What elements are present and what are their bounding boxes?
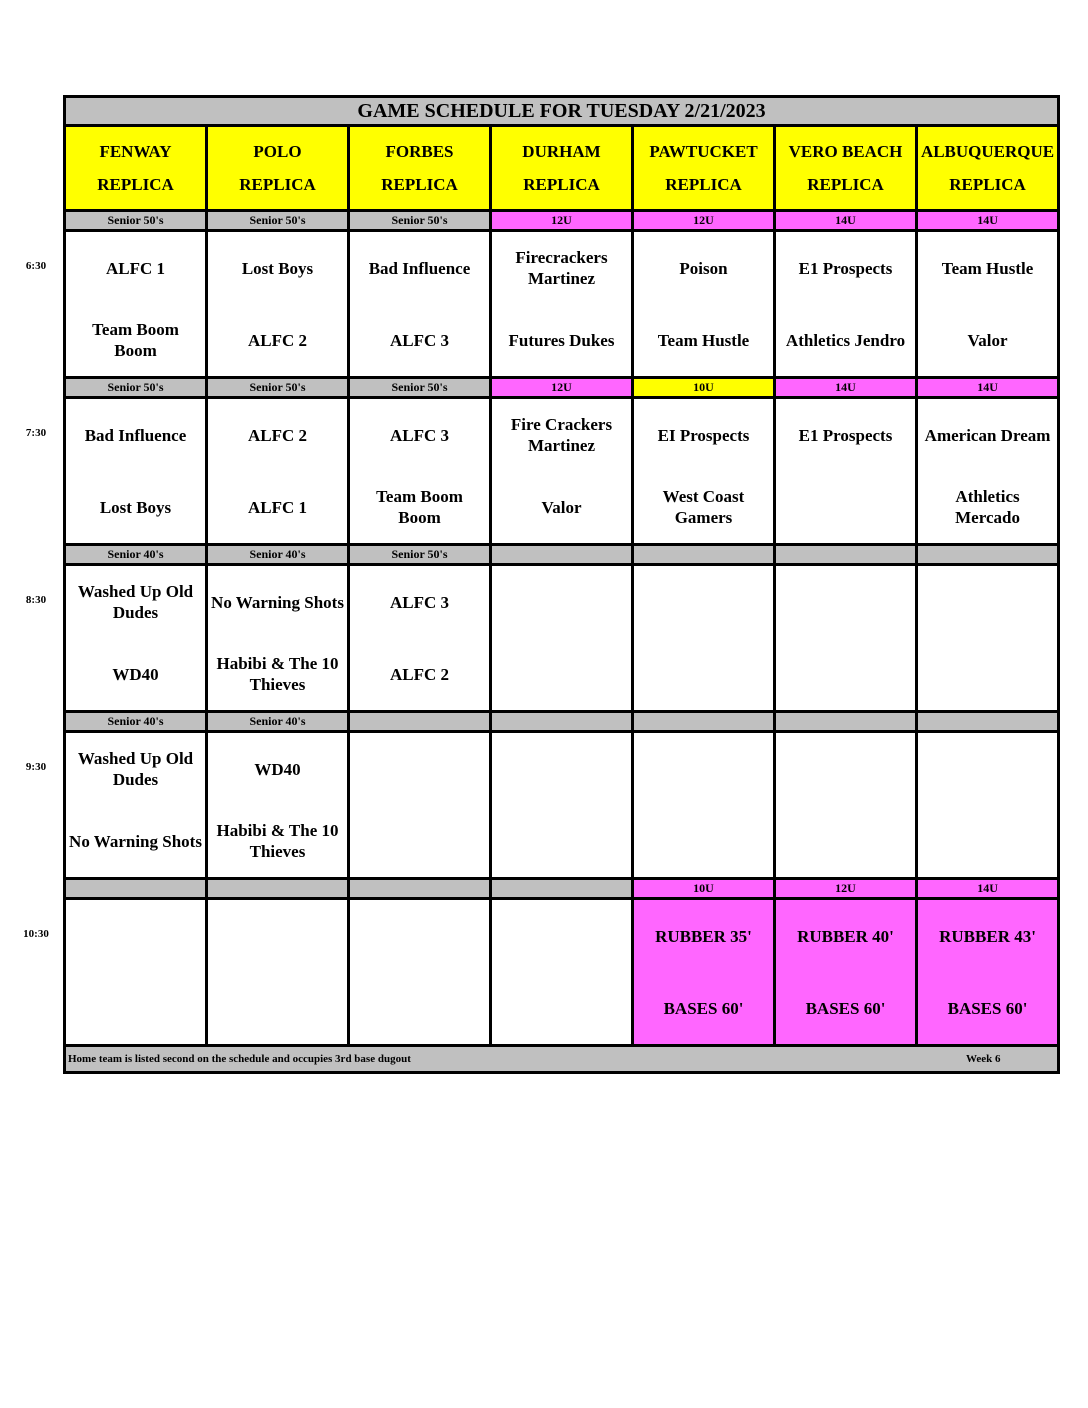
away-team <box>634 566 773 638</box>
week-label: Week 6 <box>966 1053 1001 1065</box>
away-team <box>776 566 915 638</box>
division-label: Senior 50's <box>207 211 349 231</box>
away-team: Poison <box>679 258 728 278</box>
away-team <box>634 733 773 805</box>
home-team: Lost Boys <box>99 497 172 517</box>
away-team: Bad Influence <box>84 425 187 445</box>
division-label <box>633 712 775 732</box>
division-label <box>775 545 917 565</box>
division-label: Senior 40's <box>65 545 207 565</box>
division-label: 12U <box>633 211 775 231</box>
home-team <box>350 972 489 1044</box>
home-team: Team Boom Boom <box>376 487 463 527</box>
division-label <box>917 545 1059 565</box>
venue-name: FENWAY <box>99 142 172 161</box>
away-team: ALFC 1 <box>105 258 166 278</box>
division-row <box>65 211 1059 231</box>
division-label: 12U <box>491 211 633 231</box>
footer-cell <box>65 1046 1059 1073</box>
home-team: Valor <box>541 497 582 517</box>
time-label: 6:30 <box>25 260 47 273</box>
division-label: 14U <box>917 879 1059 899</box>
venue-type: REPLICA <box>381 175 458 194</box>
away-team: ALFC 3 <box>389 425 450 445</box>
title-row <box>65 97 1059 126</box>
game-cell <box>775 398 917 545</box>
home-team: Futures Dukes <box>508 330 615 350</box>
away-team: RUBBER 35' <box>655 926 752 946</box>
division-label: Senior 50's <box>349 545 491 565</box>
time-label: 8:30 <box>25 594 47 607</box>
home-team <box>776 638 915 710</box>
home-team: BASES 60' <box>805 998 886 1018</box>
venue-type: REPLICA <box>949 175 1026 194</box>
home-team <box>350 805 489 877</box>
time-label: 7:30 <box>25 427 47 440</box>
home-team <box>918 805 1057 877</box>
game-cell <box>349 565 491 712</box>
division-label: Senior 50's <box>65 378 207 398</box>
venue-type: REPLICA <box>239 175 316 194</box>
division-label: Senior 40's <box>207 712 349 732</box>
venue-vero-beach <box>775 126 917 211</box>
home-team: Habibi & The 10 Thieves <box>216 821 339 861</box>
away-team <box>66 900 205 972</box>
away-team <box>492 566 631 638</box>
game-cell <box>65 398 207 545</box>
division-row <box>65 545 1059 565</box>
away-team <box>208 900 347 972</box>
game-row <box>65 565 1059 712</box>
division-row <box>65 879 1059 899</box>
home-team: No Warning Shots <box>69 831 202 851</box>
home-team: Habibi & The 10 Thieves <box>216 654 339 694</box>
venue-forbes <box>349 126 491 211</box>
game-cell <box>775 565 917 712</box>
away-team <box>776 733 915 805</box>
venue-polo <box>207 126 349 211</box>
game-cell <box>349 732 491 879</box>
game-cell <box>65 732 207 879</box>
away-team: Bad Influence <box>368 258 471 278</box>
away-team: ALFC 3 <box>389 592 450 612</box>
game-cell <box>65 565 207 712</box>
home-team <box>634 805 773 877</box>
game-row <box>65 732 1059 879</box>
home-team <box>776 805 915 877</box>
division-label: Senior 50's <box>349 378 491 398</box>
venue-name: VERO BEACH <box>788 142 903 161</box>
division-label <box>349 879 491 899</box>
venue-pawtucket <box>633 126 775 211</box>
away-team: Washed Up Old Dudes <box>77 749 194 789</box>
away-team: EI Prospects <box>657 425 750 445</box>
game-row <box>65 899 1059 1046</box>
away-team <box>918 733 1057 805</box>
division-label <box>491 879 633 899</box>
game-cell <box>775 231 917 378</box>
game-cell <box>491 565 633 712</box>
time-label: 10:30 <box>23 928 49 941</box>
division-label <box>775 712 917 732</box>
game-cell <box>775 899 917 1046</box>
game-cell <box>917 398 1059 545</box>
away-team: American Dream <box>924 425 1051 445</box>
away-team <box>492 733 631 805</box>
home-team: Team Boom Boom <box>92 320 179 360</box>
away-team <box>350 900 489 972</box>
game-cell <box>207 231 349 378</box>
away-team: RUBBER 40' <box>797 926 894 946</box>
game-row <box>65 398 1059 545</box>
division-label <box>633 545 775 565</box>
venue-name: POLO <box>253 142 302 161</box>
away-team: Team Hustle <box>941 258 1034 278</box>
home-team <box>66 972 205 1044</box>
division-label <box>917 712 1059 732</box>
venue-name: DURHAM <box>522 142 601 161</box>
home-team <box>492 805 631 877</box>
away-team: Fire Crackers Martinez <box>510 415 613 455</box>
game-cell <box>349 899 491 1046</box>
venue-type: REPLICA <box>523 175 600 194</box>
game-cell <box>633 231 775 378</box>
venue-albuquerque <box>917 126 1059 211</box>
home-team: Valor <box>967 330 1008 350</box>
venue-type: REPLICA <box>665 175 742 194</box>
division-label: Senior 50's <box>207 378 349 398</box>
division-label: Senior 40's <box>65 712 207 732</box>
venue-name: FORBES <box>385 142 454 161</box>
game-cell <box>65 899 207 1046</box>
home-team: West Coast Gamers <box>662 487 745 527</box>
game-row <box>65 231 1059 378</box>
division-row <box>65 712 1059 732</box>
division-label <box>65 879 207 899</box>
venue-durham <box>491 126 633 211</box>
away-team: E1 Prospects <box>798 425 893 445</box>
home-team <box>918 638 1057 710</box>
game-cell <box>917 732 1059 879</box>
away-team: ALFC 2 <box>247 425 308 445</box>
division-label: Senior 40's <box>207 545 349 565</box>
division-label <box>207 879 349 899</box>
game-cell <box>207 899 349 1046</box>
home-team: ALFC 3 <box>389 330 450 350</box>
home-team: Athletics Jendro <box>785 330 906 350</box>
division-label: 12U <box>491 378 633 398</box>
schedule-title: GAME SCHEDULE FOR TUESDAY 2/21/2023 <box>65 97 1059 126</box>
home-team <box>776 471 915 543</box>
division-label: Senior 50's <box>349 211 491 231</box>
home-team: BASES 60' <box>663 998 744 1018</box>
game-cell <box>633 732 775 879</box>
home-team: ALFC 2 <box>247 330 308 350</box>
division-row <box>65 378 1059 398</box>
game-cell <box>491 732 633 879</box>
division-label: 14U <box>775 211 917 231</box>
division-label: 10U <box>633 378 775 398</box>
home-team-note: Home team is listed second on the schedule and occupies 3rd base dugout <box>68 1053 411 1065</box>
division-label <box>349 712 491 732</box>
away-team: E1 Prospects <box>798 258 893 278</box>
home-team <box>492 972 631 1044</box>
game-cell <box>917 565 1059 712</box>
division-label <box>491 545 633 565</box>
home-team: ALFC 2 <box>389 664 450 684</box>
away-team: No Warning Shots <box>211 592 344 612</box>
venue-name: ALBUQUERQUE <box>920 142 1055 161</box>
time-label: 9:30 <box>25 761 47 774</box>
game-cell <box>633 398 775 545</box>
home-team: Team Hustle <box>657 330 750 350</box>
away-team: Washed Up Old Dudes <box>77 582 194 622</box>
away-team <box>918 566 1057 638</box>
division-label: 10U <box>633 879 775 899</box>
away-team <box>492 900 631 972</box>
game-cell <box>775 732 917 879</box>
division-label: 14U <box>775 378 917 398</box>
home-team: BASES 60' <box>947 998 1028 1018</box>
division-label: Senior 50's <box>65 211 207 231</box>
away-team <box>350 733 489 805</box>
game-cell <box>349 231 491 378</box>
venue-row <box>65 126 1059 211</box>
footer-row <box>65 1046 1059 1073</box>
game-cell <box>207 398 349 545</box>
game-cell <box>491 899 633 1046</box>
game-cell <box>633 565 775 712</box>
division-label <box>491 712 633 732</box>
venue-type: REPLICA <box>97 175 174 194</box>
division-label: 14U <box>917 378 1059 398</box>
game-cell <box>917 899 1059 1046</box>
division-label: 14U <box>917 211 1059 231</box>
away-team: Firecrackers Martinez <box>515 248 608 288</box>
home-team: WD40 <box>112 664 159 684</box>
away-team: Lost Boys <box>241 258 314 278</box>
schedule-table <box>63 95 1060 1074</box>
venue-type: REPLICA <box>807 175 884 194</box>
game-cell <box>349 398 491 545</box>
home-team <box>208 972 347 1044</box>
away-team: RUBBER 43' <box>939 926 1036 946</box>
division-label: 12U <box>775 879 917 899</box>
game-cell <box>65 231 207 378</box>
home-team: Athletics Mercado <box>955 487 1020 527</box>
game-cell <box>207 565 349 712</box>
home-team <box>492 638 631 710</box>
game-cell <box>207 732 349 879</box>
game-cell <box>491 398 633 545</box>
away-team: WD40 <box>254 759 301 779</box>
game-cell <box>917 231 1059 378</box>
venue-fenway <box>65 126 207 211</box>
home-team: ALFC 1 <box>247 497 308 517</box>
game-cell <box>633 899 775 1046</box>
venue-name: PAWTUCKET <box>649 142 758 161</box>
home-team <box>634 638 773 710</box>
game-cell <box>491 231 633 378</box>
